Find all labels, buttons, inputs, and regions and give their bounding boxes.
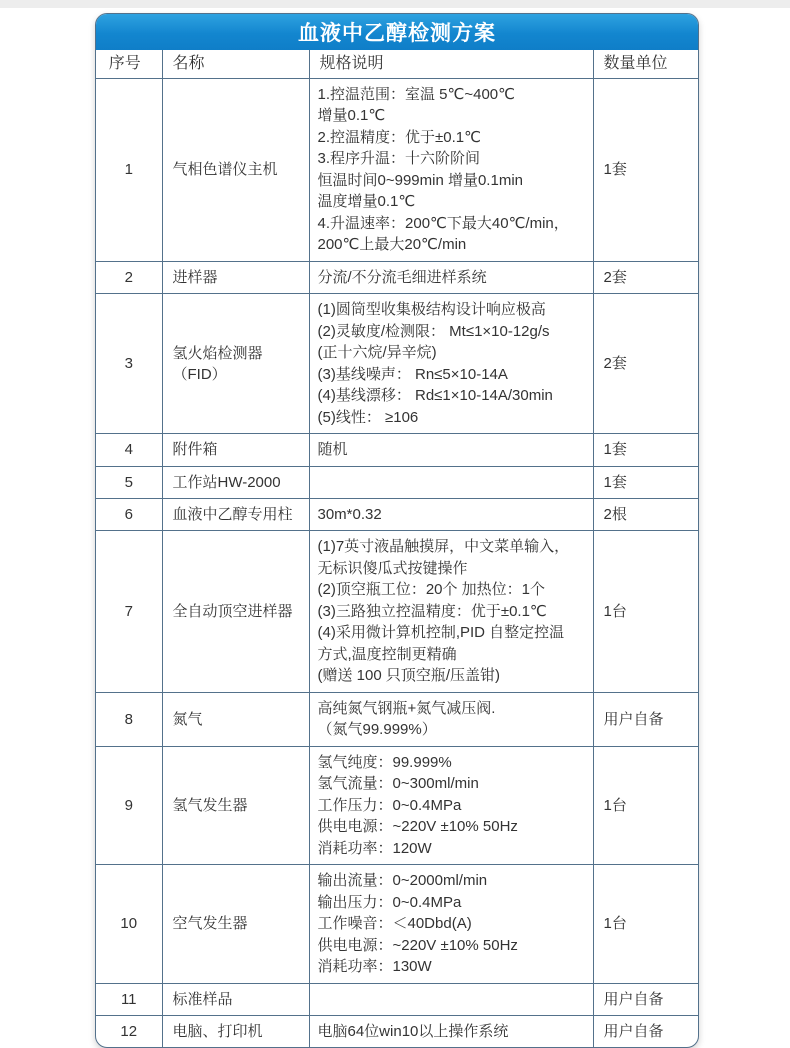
row-spec-line: 200℃上最大20℃/min	[317, 236, 467, 253]
row-spec-line: 恒温时间0~999min 增量0.1min	[317, 171, 523, 189]
row-spec-line: (4)采用微计算机控制,PID 自整定控温	[317, 624, 565, 641]
row-name: 氮气	[162, 692, 309, 746]
row-qty: 2根	[593, 498, 699, 531]
row-no: 1	[96, 78, 162, 261]
row-name: 气相色谱仪主机	[162, 78, 309, 261]
row-name: 工作站HW-2000	[162, 466, 309, 498]
row-spec	[309, 498, 593, 531]
row-spec-line: 输出压力：0~0.4MPa	[317, 893, 462, 911]
row-spec	[309, 983, 593, 1015]
row-no: 3	[96, 294, 162, 434]
row-spec-line: 温度增量0.1℃	[317, 193, 416, 210]
table-row	[96, 466, 699, 498]
row-spec-line: (2)灵敏度/检测限： Mt≤1×10-12g/s	[317, 322, 550, 340]
row-spec-line: 氢气纯度：99.999%	[317, 753, 452, 771]
row-spec	[309, 294, 593, 434]
row-qty: 1台	[593, 531, 699, 693]
row-spec-line: 无标识傻瓜式按键操作	[317, 559, 468, 577]
row-qty: 1台	[593, 865, 699, 984]
row-spec-line: 30m*0.32	[317, 505, 382, 523]
row-spec-line: 工作压力：0~0.4MPa	[317, 796, 462, 814]
row-qty: 用户自备	[593, 1015, 699, 1047]
table-row	[96, 865, 699, 984]
row-spec-line: 4.升温速率：200℃下最大40℃/min，	[317, 214, 569, 232]
row-spec-line: 消耗功率：120W	[317, 839, 432, 857]
table-row	[96, 261, 699, 294]
row-spec-line: 增量0.1℃	[317, 107, 386, 124]
row-spec-line: 供电电源：~220V ±10% 50Hz	[317, 936, 518, 954]
row-spec-line: 消耗功率：130W	[317, 958, 432, 975]
page-top-strip	[0, 0, 790, 8]
row-name: 血液中乙醇专用柱	[162, 498, 309, 531]
row-spec-line: (5)线性： ≥106	[317, 408, 419, 426]
row-qty: 2套	[593, 261, 699, 294]
row-qty: 1套	[593, 466, 699, 498]
row-no: 10	[96, 865, 162, 984]
table-row	[96, 498, 699, 531]
row-spec-line: 2.控温精度：优于±0.1℃	[317, 128, 481, 146]
row-spec	[309, 746, 593, 865]
column-header-name: 名称	[162, 50, 309, 78]
row-spec-line: （氮气99.999%）	[317, 721, 437, 738]
column-header-spec: 规格说明	[309, 50, 593, 78]
row-no: 12	[96, 1015, 162, 1047]
row-spec	[309, 261, 593, 294]
row-spec-line: (1)圆筒型收集极结构设计响应极高	[317, 301, 546, 318]
row-qty: 用户自备	[593, 692, 699, 746]
row-spec-line: 工作噪音：＜40Dbd(A)	[317, 915, 472, 932]
row-no: 6	[96, 498, 162, 531]
row-spec	[309, 865, 593, 984]
row-qty: 1套	[593, 434, 699, 467]
row-no: 4	[96, 434, 162, 467]
row-qty: 1台	[593, 746, 699, 865]
row-spec-line: 3.程序升温：十六阶阶间	[317, 150, 481, 167]
row-no: 5	[96, 466, 162, 498]
row-name: 空气发生器	[162, 865, 309, 984]
row-spec-line: (3)基线噪声： Rn≤5×10-14A	[317, 365, 508, 383]
table-row	[96, 692, 699, 746]
row-spec-line: (正十六烷/异辛烷)	[317, 344, 437, 361]
column-header-row	[96, 50, 699, 78]
row-spec-line: 供电电源：~220V ±10% 50Hz	[317, 818, 518, 835]
row-name: 全自动顶空进样器	[162, 531, 309, 693]
row-name: 氢气发生器	[162, 746, 309, 865]
row-spec-line: 分流/不分流毛细进样系统	[317, 268, 487, 286]
row-spec-line: 氢气流量：0~300ml/min	[317, 775, 479, 792]
table-row	[96, 434, 699, 467]
row-spec-line: 电脑64位win10以上操作系统	[317, 1022, 509, 1040]
row-name: 附件箱	[162, 434, 309, 467]
spec-sheet-card	[95, 13, 699, 1048]
row-spec-line: (赠送 100 只顶空瓶/压盖钳)	[317, 667, 501, 684]
row-spec	[309, 692, 593, 746]
row-no: 7	[96, 531, 162, 693]
row-spec	[309, 531, 593, 693]
row-name: 氢火焰检测器（FID）	[162, 294, 309, 434]
row-no: 11	[96, 983, 162, 1015]
row-spec-line: 方式,温度控制更精确	[317, 645, 457, 663]
row-spec	[309, 434, 593, 467]
row-spec-line: 随机	[317, 441, 348, 458]
table-row	[96, 294, 699, 434]
row-spec-line: (4)基线漂移： Rd≤1×10-14A/30min	[317, 387, 553, 404]
row-qty: 1套	[593, 78, 699, 261]
column-header-no: 序号	[96, 50, 162, 78]
row-spec-line: (2)顶空瓶工位：20个 加热位：1个	[317, 581, 546, 598]
row-name: 标准样品	[162, 983, 309, 1015]
row-spec-line: (3)三路独立控温精度：优于±0.1℃	[317, 602, 547, 620]
row-no: 8	[96, 692, 162, 746]
row-spec-line: 高纯氮气钢瓶+氮气减压阀.	[317, 699, 496, 717]
row-spec-line: (1)7英寸液晶触摸屏，中文菜单输入，	[317, 538, 570, 555]
table-row	[96, 983, 699, 1015]
row-no: 9	[96, 746, 162, 865]
table-row	[96, 531, 699, 693]
row-spec-line: 输出流量：0~2000ml/min	[317, 872, 488, 889]
row-spec	[309, 78, 593, 261]
table-row	[96, 746, 699, 865]
page-title: 血液中乙醇检测方案	[96, 14, 698, 50]
spec-table	[96, 50, 699, 1047]
column-header-qty: 数量单位	[593, 50, 699, 78]
row-name: 电脑、打印机	[162, 1015, 309, 1047]
row-no: 2	[96, 261, 162, 294]
table-row	[96, 78, 699, 261]
row-spec-line: 1.控温范围：室温 5℃~400℃	[317, 85, 515, 103]
row-qty: 2套	[593, 294, 699, 434]
row-qty: 用户自备	[593, 983, 699, 1015]
row-spec	[309, 466, 593, 498]
row-name: 进样器	[162, 261, 309, 294]
